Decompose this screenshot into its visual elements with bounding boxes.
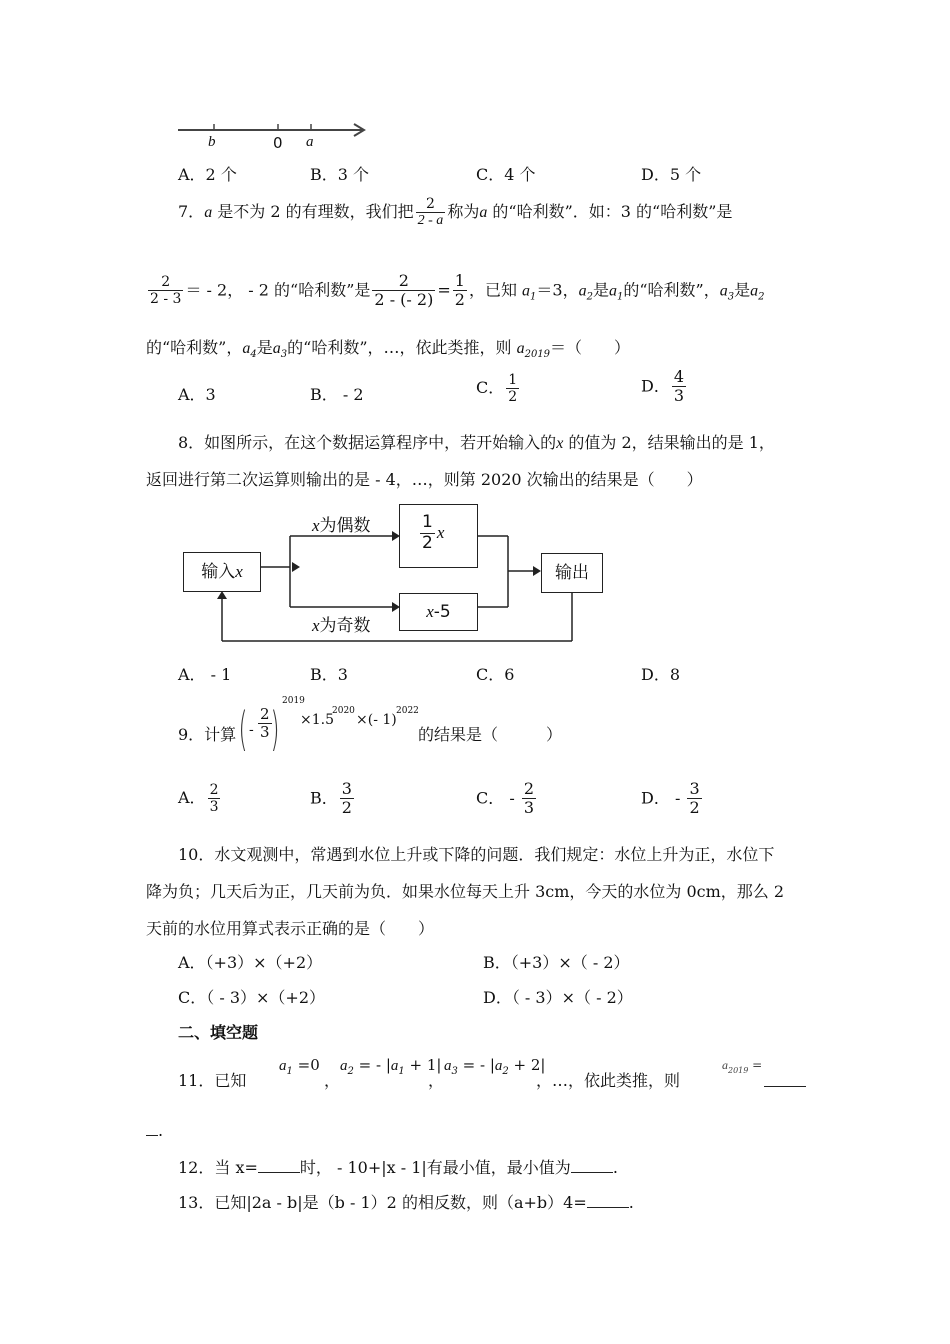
flowchart-lines — [222, 532, 572, 641]
q11-eq2: = - | — [353, 1056, 391, 1074]
q7-line-3: 的“哈利数”，$a_4$是$a_3$的“哈利数”，…，依此类推，则 $a_{2019}=$（ ） — [146, 338, 631, 360]
q9-option-d[interactable] — [641, 780, 704, 818]
q9-option-c[interactable] — [476, 780, 538, 818]
flow-even-text: 为偶数 — [319, 516, 371, 536]
q7-text: 是 — [734, 280, 751, 300]
q11-line-2 — [146, 1121, 163, 1140]
q7-option-c[interactable] — [476, 372, 521, 405]
flow-var-x: x — [436, 523, 445, 543]
q7-line-2: $\frac{2}{2 - 3}$ ＝ - 2， - 2 的“哈利数”是 $\frac{2}{2 - (- 2)}$ = $\frac{1}{2}$ ，已知 $a_1=3$，$a_2$是$a_1$的“哈利数”，$a_3$是$a_2$ — [150, 271, 765, 310]
flow-odd-label — [312, 611, 371, 636]
frac-num: 2 — [416, 196, 446, 213]
sub: 2 — [347, 1066, 354, 1077]
q6-option-c[interactable]: C．4 个 — [476, 165, 536, 184]
var-a: a — [494, 1058, 503, 1074]
frac-num: 2 — [209, 782, 219, 798]
q8-option-a[interactable]: A． - 1 — [178, 665, 232, 684]
q7-var-a: a — [479, 204, 488, 222]
q9-text: 9．计算 — [178, 725, 237, 744]
q11-text: ，…，依此类推，则 — [536, 1071, 681, 1090]
q11-answer-blank-cont[interactable] — [146, 1125, 158, 1136]
left-paren: ( — [238, 702, 248, 756]
frac-num: 2 — [260, 705, 270, 723]
neg-sign: - — [674, 788, 681, 808]
frac-den: 2 — [341, 798, 352, 818]
frac-num: 1 — [454, 271, 465, 290]
frac-num: 1 — [422, 512, 433, 532]
q7-text: 是 — [592, 280, 609, 300]
q7-text: 是 — [256, 338, 273, 357]
q9-exp1: 2019 — [282, 696, 305, 706]
frac-den: 3 — [523, 798, 535, 818]
section-title-fill-in: 二、填空题 — [178, 1023, 259, 1042]
q12-text: 12．当 x= — [178, 1158, 258, 1177]
q7-text: ＝ - 2， - 2 的“哈利数”是 — [185, 280, 371, 300]
flow-odd-text: 为奇数 — [319, 616, 371, 636]
sub: 2 — [502, 1066, 509, 1077]
option-letter: A． — [178, 788, 206, 808]
q6-option-d[interactable]: D．5 个 — [641, 165, 702, 184]
q9-option-b[interactable] — [310, 780, 356, 818]
q9-option-a[interactable] — [178, 782, 222, 815]
var-a: a — [340, 1058, 348, 1074]
q9-mid: ×1.5 — [300, 712, 334, 728]
q7-text: ，已知 — [468, 280, 523, 300]
neg-sign: - — [509, 788, 515, 808]
q11-eq3: = - | — [457, 1056, 495, 1074]
q6-option-b[interactable]: B．3 个 — [310, 165, 370, 184]
number-line — [178, 124, 364, 136]
q7-var-a: a — [204, 204, 213, 222]
frac-num: 3 — [689, 779, 700, 798]
q7-harry-fraction — [416, 196, 446, 229]
q11-answer-blank[interactable] — [764, 1068, 806, 1087]
frac-den: 2 - a — [417, 213, 444, 229]
q8-line-1 — [178, 430, 775, 453]
q7-text: ＝3， — [536, 280, 579, 300]
frac-den: 3 — [260, 723, 270, 742]
frac-num: 3 — [341, 779, 352, 798]
flowchart-arrowheads — [217, 531, 541, 612]
option-letter: C． — [476, 378, 505, 398]
q7-text: 的“哈利数”．如：3 的“哈利数”是 — [487, 202, 733, 222]
q7-fraction-2 — [372, 272, 435, 310]
flow-var-x: x — [312, 616, 320, 635]
frac-den: 3 — [209, 799, 219, 816]
q10-line-2: 降为负；几天后为正，几天前为负．如果水位每天上升 3cm，今天的水位为 0cm，那么 2 — [146, 882, 785, 901]
sub: 1 — [286, 1066, 293, 1077]
q13-line — [178, 1190, 634, 1213]
q8-option-d[interactable]: D．8 — [641, 665, 681, 684]
flow-var-x: x — [426, 602, 434, 621]
flow-output-label: 输出 — [555, 563, 589, 583]
frac-den: 2 — [454, 290, 465, 310]
q7-number: 7． — [178, 202, 205, 222]
q13-text: . — [628, 1193, 634, 1212]
q11-eq1: =0 — [292, 1056, 320, 1074]
q11-eqx: = — [748, 1058, 763, 1072]
option-letter: C． — [476, 788, 505, 808]
flow-input-label: 输入 — [201, 562, 236, 582]
frac-num: 2 — [372, 272, 435, 291]
q7-text: 的“哈利数”， — [623, 280, 720, 300]
q10-option-d[interactable]: D．（ - 3）×（ - 2） — [483, 988, 633, 1007]
q7-option-d[interactable] — [641, 368, 688, 406]
sub: 2019 — [728, 1066, 749, 1075]
flow-minus-box — [399, 593, 478, 631]
q9-text: 的结果是（ ） — [418, 725, 563, 744]
flow-even-label — [312, 511, 371, 536]
flow-minus-label: -5 — [433, 602, 451, 622]
flow-half-box — [399, 504, 478, 568]
q12-text: 时， - 10+|x - 1|有最小值，最小值为 — [299, 1158, 571, 1177]
flow-input-box — [183, 552, 261, 592]
q7-text: 的“哈利数”，…，依此类推，则 — [287, 338, 517, 357]
q13-text: 13．已知|2a - b|是（b - 1）2 的相反数，则（a+b）4= — [178, 1193, 587, 1212]
q9-exp3: 2022 — [396, 706, 419, 716]
frac-den: 2 — [508, 389, 518, 406]
flow-var-x: x — [312, 516, 320, 535]
flow-var-x: x — [235, 562, 243, 581]
q8-text: 8．如图所示，在这个数据运算程序中，若开始输入的 — [178, 433, 557, 452]
q10-option-a[interactable]: A．（+3）×（+2） — [178, 953, 323, 972]
var-a: a — [390, 1058, 399, 1074]
right-paren: ) — [270, 702, 280, 756]
q9-mid2: ×(- 1) — [356, 712, 397, 728]
q12-answer-blank-2[interactable] — [571, 1156, 613, 1173]
option-letter: B． — [310, 788, 338, 808]
frac-den: 2 — [422, 532, 433, 553]
q12-line — [178, 1155, 618, 1178]
flow-output-box — [541, 553, 603, 593]
q10-line-3: 天前的水位用算式表示正确的是（ ） — [146, 919, 435, 938]
q7-eq: = — [437, 280, 451, 300]
q7-text: 是不为 2 的有理数，我们把 — [212, 202, 414, 222]
q10-line-1: 10．水文观测中，常遇到水位上升或下降的问题．我们规定：水位上升为正，水位下 — [178, 845, 775, 864]
numberline-label-a: a — [306, 134, 314, 150]
q10-option-c[interactable]: C．（ - 3）×（+2） — [178, 988, 325, 1007]
q8-option-c[interactable]: C．6 — [476, 665, 515, 684]
q8-option-b[interactable]: B．3 — [310, 665, 348, 684]
frac-num: 4 — [673, 367, 685, 386]
option-letter: D． — [641, 788, 670, 808]
q12-text: . — [612, 1158, 618, 1177]
q11-eq2b: + 1| — [404, 1056, 442, 1074]
frac-den: 2 - 3 — [150, 291, 182, 308]
q7-option-b[interactable]: B． - 2 — [310, 385, 364, 404]
q12-answer-blank-1[interactable] — [258, 1156, 300, 1173]
frac-num: 2 — [523, 779, 535, 798]
frac-den: 2 - (- 2) — [374, 290, 434, 310]
q7-text: 的“哈利数”， — [146, 338, 243, 357]
frac-num: 2 — [148, 274, 183, 291]
option-letter: D． — [641, 376, 670, 396]
sub: 1 — [398, 1066, 405, 1077]
q6-option-a[interactable]: A．2 个 — [178, 165, 237, 184]
q7-fraction-3 — [453, 272, 467, 310]
q7-line-1 — [178, 196, 732, 229]
q8-var-x: x — [556, 435, 564, 452]
q11-text: 11．已知 — [178, 1071, 247, 1090]
q11-tail: . — [158, 1121, 164, 1140]
q7-option-a[interactable]: A．3 — [178, 385, 216, 404]
q11-eq3b: + 2| — [508, 1056, 546, 1074]
var-a: a — [279, 1058, 287, 1074]
sub: 3 — [451, 1066, 458, 1077]
q7-text: ＝（ ） — [550, 338, 631, 357]
frac-den: 3 — [673, 386, 685, 406]
frac-den: 2 — [689, 798, 700, 818]
q7-text: 称为 — [447, 202, 480, 222]
q9-exp2: 2020 — [332, 706, 355, 716]
numberline-label-zero: 0 — [273, 134, 283, 152]
q7-fraction-1 — [148, 274, 183, 307]
numberline-label-b: b — [208, 134, 216, 150]
frac-num: 1 — [508, 372, 518, 388]
q13-answer-blank[interactable] — [587, 1191, 629, 1208]
q8-text: 的值为 2，结果输出的是 1， — [563, 433, 775, 452]
q10-option-b[interactable]: B．（+3）×（ - 2） — [483, 953, 630, 972]
var-a: a — [444, 1058, 452, 1074]
q9-neg: - — [249, 722, 254, 738]
var-a: a — [722, 1058, 728, 1072]
q8-line-2: 返回进行第二次运算则输出的是 - 4，…，则第 2020 次输出的结果是（ ） — [146, 470, 703, 489]
